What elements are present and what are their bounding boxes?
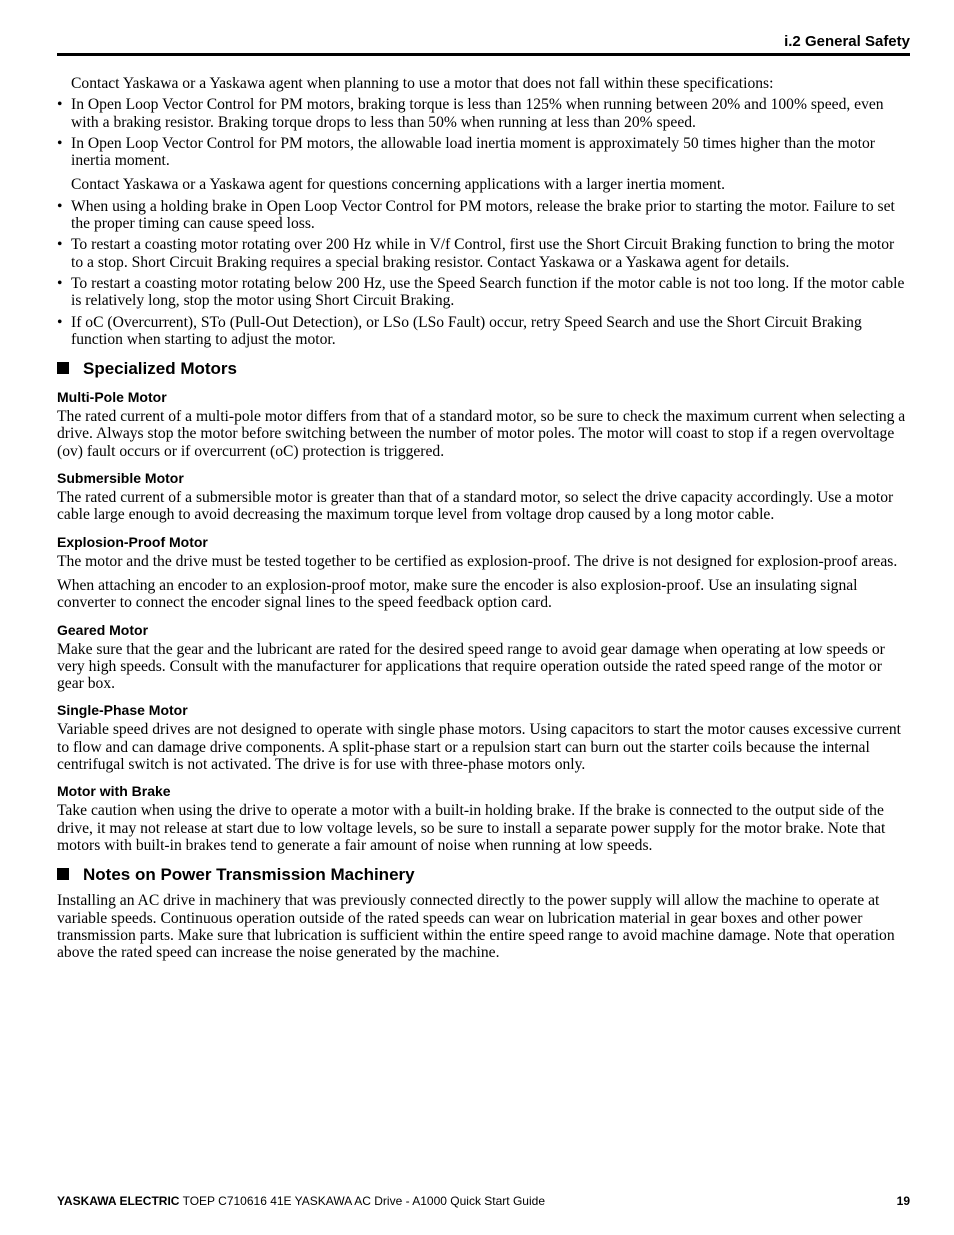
body-paragraph: The rated current of a submersible motor is greater than that of a standard motor, so select the drive capacity accordingly. Use a motor cable large enough to avoid decreasing the maximum torque level from voltage drop caused by a long motor cable.: [57, 489, 894, 524]
bullet-text: In Open Loop Vector Control for PM motors, the allowable load inertia moment is approximately 50 times higher than the motor inertia moment.: [71, 134, 875, 170]
intro-paragraph: Contact Yaskawa or a Yaskawa agent when planning to use a motor that does not fall within these specifications:: [71, 75, 774, 92]
bullet-item: [57, 275, 910, 310]
bullet-text: To restart a coasting motor rotating below 200 Hz, use the Speed Search function if the motor cable is not too long. If the motor cable is relatively long, stop the motor using Short Circuit Braking.: [71, 274, 905, 310]
subheading-single-phase-motor: Single-Phase Motor: [57, 702, 188, 719]
bullet-text: When using a holding brake in Open Loop Vector Control for PM motors, release the brake prior to starting the motor. Failure to set the proper timing can cause speed loss.: [71, 197, 895, 233]
bullet-marker: •: [57, 96, 63, 114]
subheading-explosion-proof-motor: Explosion-Proof Motor: [57, 533, 208, 550]
bullet-text: If oC (Overcurrent), STo (Pull-Out Detection), or LSo (LSo Fault) occur, retry Speed Search and use the Short Circuit Braking function when starting to adjust the motor.: [71, 313, 862, 348]
body-paragraph: Installing an AC drive in machinery that was previously connected directly to the power supply will allow the machine to operate at variable speeds. Continuous operation outside of the rated speeds can wear on lubrication material in gear boxes and other power transmission parts. Make sure that lubrication is sufficient within the entire speed range to avoid machine damage. Note that operation above the rated speed can increase the noise generated by the machine.: [57, 892, 895, 962]
section-title: Specialized Motors: [83, 359, 237, 379]
section-square-icon: [57, 362, 69, 374]
bullet-item: [57, 198, 910, 233]
page-footer: [57, 1194, 910, 1208]
subheading-submersible-motor: Submersible Motor: [57, 470, 184, 487]
footer-doc-title: TOEP C710616 41E YASKAWA AC Drive - A1000 Quick Start Guide: [179, 1194, 545, 1208]
section-title: Notes on Power Transmission Machinery: [83, 865, 415, 885]
page-body: [57, 75, 910, 961]
body-paragraph: Take caution when using the drive to operate a motor with a built-in holding brake. If the brake is connected to the output side of the drive, it may not release at start due to low voltage levels, so be sure to install a separate power supply for the motor brake. Note that motors with built-in brakes tend to generate a fair amount of noise when running at low speeds.: [57, 802, 886, 854]
section-square-icon: [57, 868, 69, 880]
bullet-item: [57, 314, 910, 349]
section-heading-specialized-motors: [57, 359, 910, 379]
subheading-multi-pole-motor: Multi-Pole Motor: [57, 389, 167, 406]
bullet-marker: •: [57, 313, 63, 331]
page-number: 19: [896, 1194, 910, 1208]
body-paragraph: When attaching an encoder to an explosion-proof motor, make sure the encoder is also explosion-proof. Use an insulating signal converter to connect the encoder signal lines to the speed feedback option card.: [57, 576, 858, 612]
header-rule: [57, 53, 910, 56]
running-header: i.2 General Safety: [784, 33, 910, 50]
body-paragraph: Variable speed drives are not designed to operate with single phase motors. Using capacitors to start the motor causes excessive current to flow and can damage drive components. A split-phase start or a repulsion start can burn out the starter coils because the internal centrifugal switch is not activated. The drive is for use with three-phase motors only.: [57, 721, 901, 774]
bullet-marker: •: [57, 274, 63, 292]
section-heading-power-transmission: [57, 865, 910, 885]
intro-paragraph: Contact Yaskawa or a Yaskawa agent for questions concerning applications with a larger inertia moment.: [71, 176, 726, 194]
bullet-marker: •: [57, 236, 63, 254]
bullet-text: In Open Loop Vector Control for PM motors, braking torque is less than 125% when running between 20% and 100% speed, even with a braking resistor. Braking torque drops to less than 50% when running at less than 20% speed.: [71, 96, 884, 131]
bullet-text: To restart a coasting motor rotating over 200 Hz while in V/f Control, first use the Short Circuit Braking function to bring the motor to a stop. Short Circuit Braking requires a special braking resistor. Contact Yaskawa or a Yaskawa agent for details.: [71, 236, 895, 271]
footer-brand: YASKAWA ELECTRIC: [57, 1194, 180, 1208]
body-paragraph: The rated current of a multi-pole motor differs from that of a standard motor, so be sure to check the maximum current when selecting a drive. Always stop the motor before switching between the number of motor poles. The motor will coast to stop if a regen overvoltage (ov) fault occurs or if overcurrent (oC) protection is triggered.: [57, 408, 906, 460]
bullet-item: [57, 135, 910, 170]
footer-doc-info: [57, 1194, 545, 1208]
bullet-marker: •: [57, 134, 63, 152]
subheading-geared-motor: Geared Motor: [57, 621, 149, 638]
bullet-marker: •: [57, 197, 63, 215]
subheading-motor-with-brake: Motor with Brake: [57, 783, 171, 800]
body-paragraph: Make sure that the gear and the lubricant are rated for the desired speed range to avoid gear damage when operating at low speeds or very high speeds. Consult with the manufacturer for applications that require operation outside the rated speed range of the motor or gear box.: [57, 640, 885, 693]
bullet-item: [57, 236, 910, 271]
bullet-item: [57, 96, 910, 131]
body-paragraph: The motor and the drive must be tested together to be certified as explosion-proof. The drive is not designed for explosion-proof areas.: [57, 552, 898, 570]
